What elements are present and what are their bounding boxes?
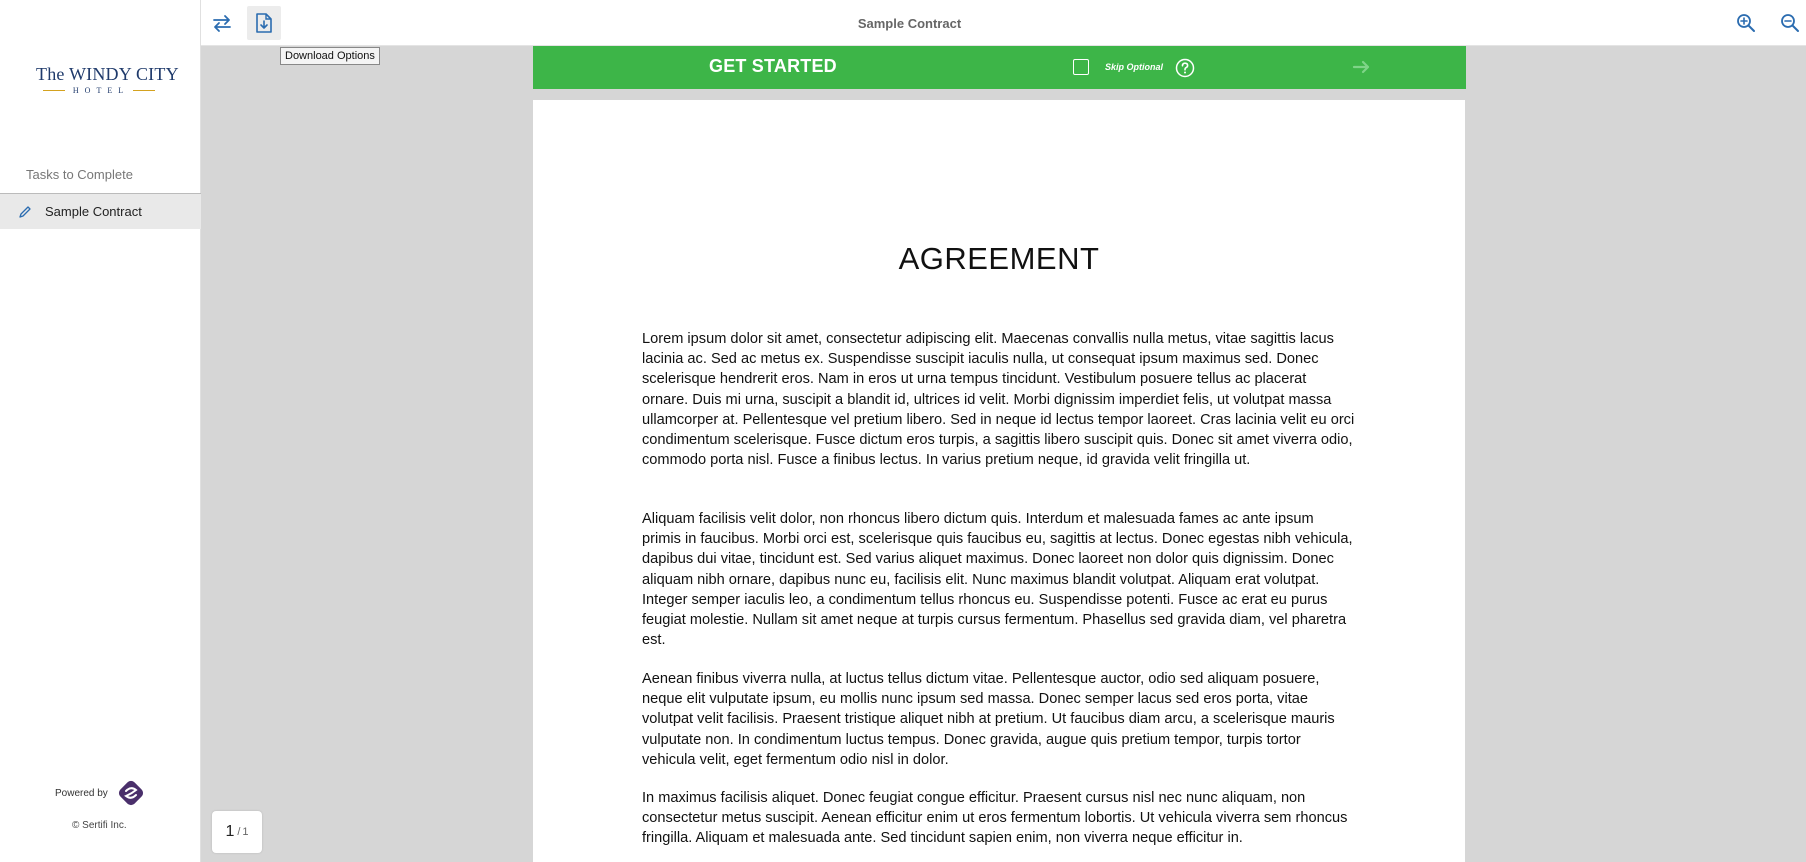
agreement-title: AGREEMENT (898, 241, 1100, 276)
arrow-right-icon (1352, 60, 1372, 74)
powered-by (55, 778, 146, 808)
paragraph-4: In maximus facilisis aliquet. Donec feugiat congue efficitur. Praesent cursus nisl nec nunc aliquam, non consectetur metus suscipit. Aenean efficitur enim ut eros fermentum lobortis. Ut vehicula viverra sem rhoncus fringilla. Aliquam et malesuada ante. Sed tincidunt sapien enim, non viverra neque efficitur in. (642, 790, 1348, 847)
action-bar (533, 46, 1466, 89)
logo-sub-row (36, 86, 162, 95)
copyright: © Sertifi Inc. (72, 820, 127, 831)
tasks-heading: Tasks to Complete (26, 167, 133, 182)
sidebar (0, 0, 201, 862)
zoom-out-button[interactable] (1779, 12, 1801, 34)
powered-by-text: Powered by (55, 787, 108, 799)
zoom-in-icon (1735, 12, 1757, 34)
skip-optional-label[interactable]: Skip Optional (1105, 62, 1164, 72)
skip-optional-checkbox[interactable] (1073, 59, 1089, 75)
sertifi-logo-icon[interactable] (116, 778, 146, 808)
logo-sub-text: HOTEL (72, 86, 130, 95)
help-icon (1175, 58, 1195, 78)
next-step-button[interactable] (1352, 60, 1372, 74)
page-counter (212, 811, 262, 853)
logo-rule-right (133, 90, 155, 91)
get-started-button[interactable]: GET STARTED (709, 56, 837, 76)
task-item-sample-contract[interactable] (0, 194, 201, 229)
task-label: Sample Contract (45, 204, 142, 219)
paragraph-3: Aenean finibus viverra nulla, at luctus tellus dictum vitae. Pellentesque auctor, odio sed aliquam posuere, neque elit vulputate ipsum, eu mollis nunc ipsum sed massa. Donec semper lacus sed eros porta, vitae volutpat velit facilisis. Praesent tristique aliquet nibh at pretium. Ut faucibus diam arcu, a scelerisque mauris vulputate non. In condimentum luctus tempus. Donec gravida, augue quis pretium tempor, turpis tortor vehicula velit, eget fermentum odio nisl in dolor. (642, 671, 1335, 768)
logo-main-text: The WINDY CITY (36, 64, 179, 84)
help-button[interactable] (1175, 58, 1195, 78)
paragraph-1: Lorem ipsum dolor sit amet, consectetur adipiscing elit. Maecenas convallis nulla metus, vitae sagittis lacus lacinia ac. Sed ac metus ex. Suspendisse suscipit iaculis nulla, ut consequat ipsum maximus sed. Donec scelerisque hendrerit eros. Nam in eros ut urna tempus tincidunt. Vestibulum posuere tellus ac placerat ornare. Duis mi urna, suscipit a blandit id, ultrices id velit. Morbi dignissim imperdiet felis, ut volutpat massa ullamcorper at. Pellentesque vel pretium libero. Sed in neque id lectus tempor laoreet. Cras lacinia velit eu orci condimentum scelerisque. Fusce dictum eros turpis, a sagittis libero suscipit quis. Donec sit amet viverra odio, commodo porta nisl. Fusce a finibus lectus. In varius pretium neque, id gravida velit fringilla ut. (642, 331, 1355, 469)
document-page (533, 100, 1465, 862)
logo-rule-left (43, 90, 65, 91)
document-title: Sample Contract (857, 16, 962, 31)
page-separator: / (237, 826, 241, 838)
pencil-icon (18, 205, 32, 219)
page-current: 1 (225, 823, 235, 840)
paragraph-2: Aliquam facilisis velit dolor, non rhoncus libero dictum quis. Interdum et malesuada fames ac ante ipsum primis in faucibus. Morbi orci est, scelerisque quis faucibus eu, sagittis at lectus. Donec egestas nibh vehicula, dapibus dui vitae, tincidunt est. Sed varius aliquet maximus. Donec laoreet non dolor quis dignissim. Donec aliquam nibh ornare, dapibus nunc eu, facilisis elit. Nunc maximus blandit volutpat. Aliquam erat volutpat. Integer semper iaculis leo, a condimentum tellus rhoncus eu. Suspendisse potenti. Fusce ac erat eu purus feugiat molestie. Nullam sit amet neque at turpis cursus fermentum. Phasellus sed gravida diam, vel pharetra est. (642, 511, 1353, 649)
zoom-out-icon (1779, 12, 1801, 34)
hotel-logo (36, 64, 179, 95)
top-toolbar (201, 0, 1806, 46)
zoom-in-button[interactable] (1735, 12, 1757, 34)
download-options-tooltip: Download Options (280, 47, 380, 65)
page-total: 1 (242, 826, 249, 838)
